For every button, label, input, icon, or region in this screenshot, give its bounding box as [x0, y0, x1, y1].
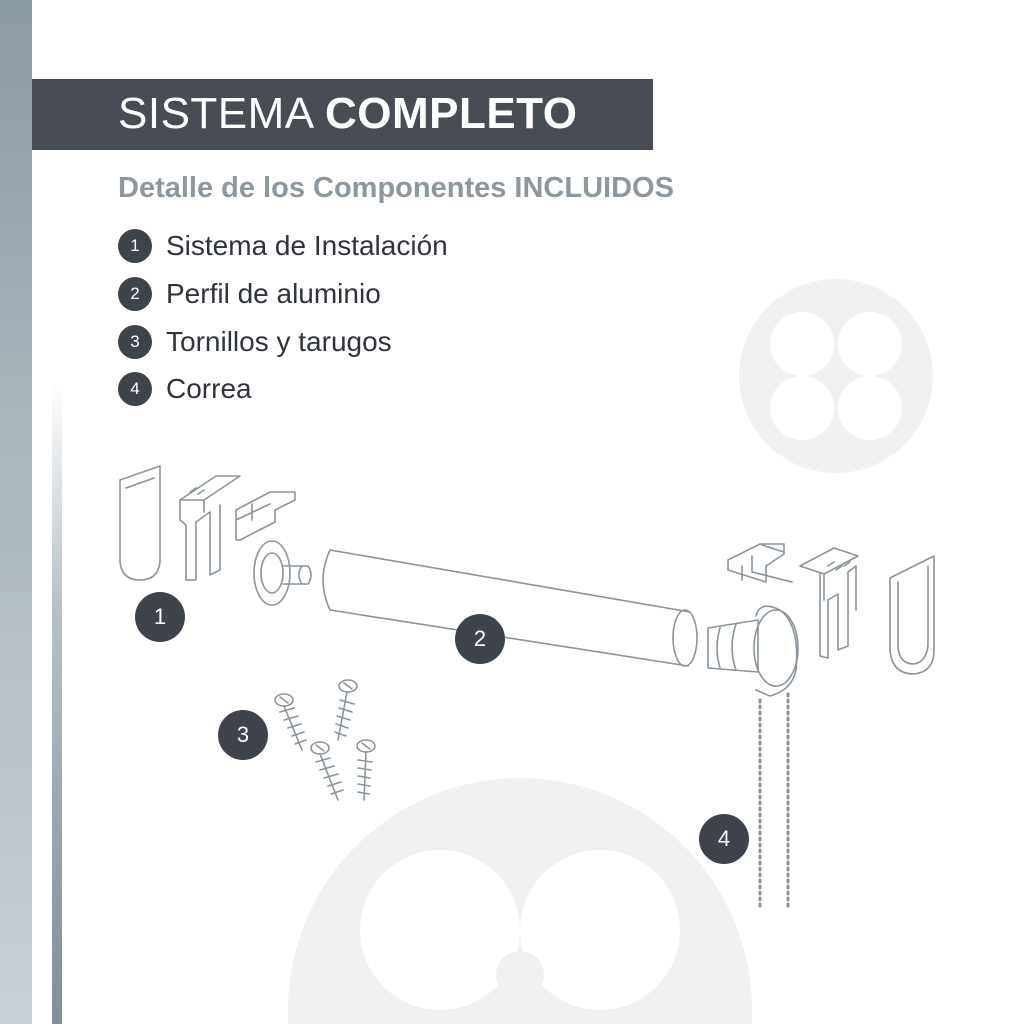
- page-title: [118, 86, 577, 142]
- brand-watermark-bottom: [288, 778, 752, 1024]
- legend-number-badge: 1: [118, 229, 152, 263]
- right-end-cap: [890, 556, 934, 674]
- right-chain-drive: [708, 620, 758, 672]
- legend-label: Sistema de Instalación: [166, 230, 448, 261]
- right-clip: [728, 544, 792, 582]
- legend-number-badge: 4: [118, 372, 152, 406]
- left-bracket: [180, 476, 240, 580]
- legend-number-badge: 2: [118, 277, 152, 311]
- callout-3: 3: [218, 710, 268, 760]
- screw-1: [275, 694, 306, 750]
- screw-2: [335, 680, 357, 740]
- left-clip: [236, 492, 295, 540]
- legend-item-4: [118, 371, 252, 407]
- aluminium-tube: [323, 550, 690, 666]
- legend-item-3: [118, 324, 392, 360]
- screw-3: [311, 742, 343, 800]
- legend-number-badge: 3: [118, 325, 152, 359]
- screw-4: [357, 740, 375, 800]
- legend-item-2: [118, 276, 381, 312]
- legend-label: Perfil de aluminio: [166, 278, 381, 309]
- legend-label: Correa: [166, 373, 252, 404]
- title-light: SISTEMA: [118, 89, 313, 138]
- callout-2: 2: [455, 614, 505, 664]
- brand-watermark-top: [739, 279, 933, 473]
- title-bold: COMPLETO: [324, 89, 578, 138]
- callout-1: 1: [135, 592, 185, 642]
- subtitle: Detalle de los Componentes INCLUIDOS: [118, 172, 674, 204]
- callout-4: 4: [699, 814, 749, 864]
- legend-label: Tornillos y tarugos: [166, 326, 392, 357]
- legend-item-1: [118, 228, 448, 264]
- left-pin-plate: [254, 541, 290, 605]
